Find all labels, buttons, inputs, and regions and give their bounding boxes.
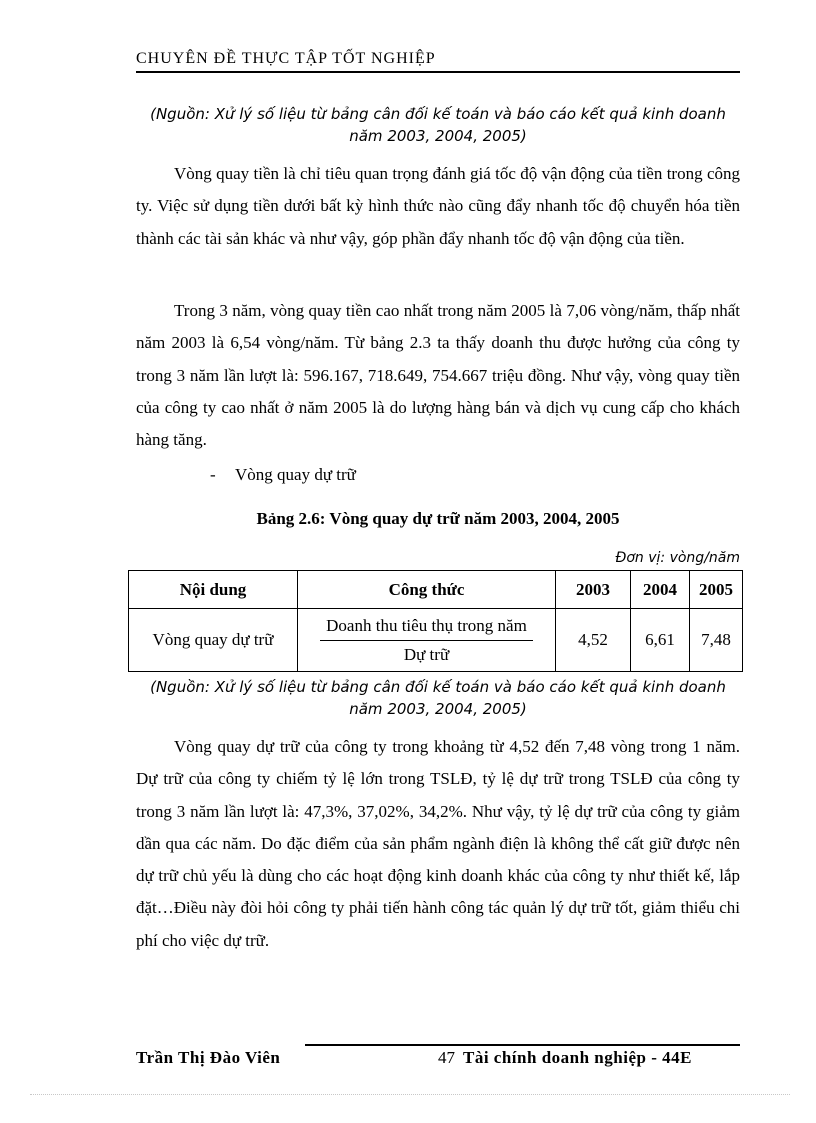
- bullet-dash: -: [210, 465, 216, 484]
- paragraph-inventory-analysis: Vòng quay dự trữ của công ty trong khoảng từ 4,52 đến 7,48 vòng trong 1 năm. Dự trữ của công ty chiếm tỷ lệ lớn trong TSLĐ, tỷ lệ dự trữ trong TSLĐ của công ty trong 3 năm lần lượt là: 47,3%, 37,02%, 34,2%. Như vậy, tỷ lệ dự trữ của công ty giảm dần qua các năm. Do đặc điểm của sản phẩm ngành điện là không thể cất giữ được nên dự trữ chủ yếu là dùng cho các hoạt động kinh doanh khác của công ty như thiết kế, lắp đặt…Điều này đòi hỏi công ty phải tiến hành công tác quản lý dự trữ tốt, giảm thiểu chi phí cho việc dự trữ.: [136, 737, 740, 950]
- page-header-title: CHUYÊN ĐỀ THỰC TẬP TỐT NGHIỆP: [136, 50, 436, 67]
- paragraph-money-turnover: Vòng quay tiền là chỉ tiêu quan trọng đánh giá tốc độ vận động của tiền trong công ty. Việc sử dụng tiền dưới bất kỳ hình thức nào cũng đẩy nhanh tốc độ chuyển hóa tiền thành các tài sản khác và như vậy, góp phần đẩy nhanh tốc độ vận động của tiền.: [136, 164, 740, 248]
- table-cell-2005: 7,48: [690, 609, 743, 672]
- table-cell-2004: 6,61: [631, 609, 690, 672]
- bullet-text: Vòng quay dự trữ: [235, 465, 356, 484]
- table-unit-note: Đơn vị: vòng/năm: [615, 550, 740, 566]
- formula-fraction: [320, 616, 533, 665]
- table-header-row: [129, 571, 743, 609]
- paragraph-money-turnover-analysis: Trong 3 năm, vòng quay tiền cao nhất trong năm 2005 là 7,06 vòng/năm, thấp nhất năm 2003 là 6,54 vòng/năm. Từ bảng 2.3 ta thấy doanh thu được hưởng của công ty trong 3 năm lần lượt là: 596.167, 718.649, 754.667 triệu đồng. Như vậy, vòng quay tiền của công ty cao nhất ở năm 2005 là do lượng hàng bán và dịch vụ cung cấp cho khách hàng tăng.: [136, 301, 740, 450]
- bullet-item-inventory-turnover: [210, 465, 356, 485]
- footer-author: Trần Thị Đào Viên: [136, 1048, 281, 1067]
- table-header-2003: 2003: [556, 571, 631, 609]
- table-caption: Bảng 2.6: Vòng quay dự trữ năm 2003, 2004, 2005: [256, 509, 620, 528]
- table-header-content: Nội dung: [129, 571, 298, 609]
- formula-denominator: Dự trữ: [403, 644, 450, 664]
- footer-divider: [305, 1044, 740, 1046]
- table-header-formula: Công thức: [298, 571, 556, 609]
- table-header-2004: 2004: [631, 571, 690, 609]
- table-cell-2003: 4,52: [556, 609, 631, 672]
- footer-page-info: [438, 1048, 692, 1068]
- footer-department: Tài chính doanh nghiệp - 44E: [463, 1048, 692, 1067]
- table-row: [129, 609, 743, 672]
- header-divider: [136, 71, 740, 73]
- source-note-top: (Nguồn: Xử lý số liệu từ bảng cân đối kế toán và báo cáo kết quả kinh doanh năm 2003, 2004, 2005): [150, 105, 726, 145]
- table-cell-label: Vòng quay dự trữ: [129, 609, 298, 672]
- table-header-2005: 2005: [690, 571, 743, 609]
- page-edge-divider: [30, 1094, 790, 1095]
- table-cell-formula: [298, 609, 556, 672]
- formula-numerator: Doanh thu tiêu thụ trong năm: [320, 616, 533, 641]
- source-note-bottom: (Nguồn: Xử lý số liệu từ bảng cân đối kế toán và báo cáo kết quả kinh doanh năm 2003, 2004, 2005): [150, 678, 726, 718]
- inventory-turnover-table: [128, 570, 743, 672]
- page-number: 47: [438, 1048, 455, 1067]
